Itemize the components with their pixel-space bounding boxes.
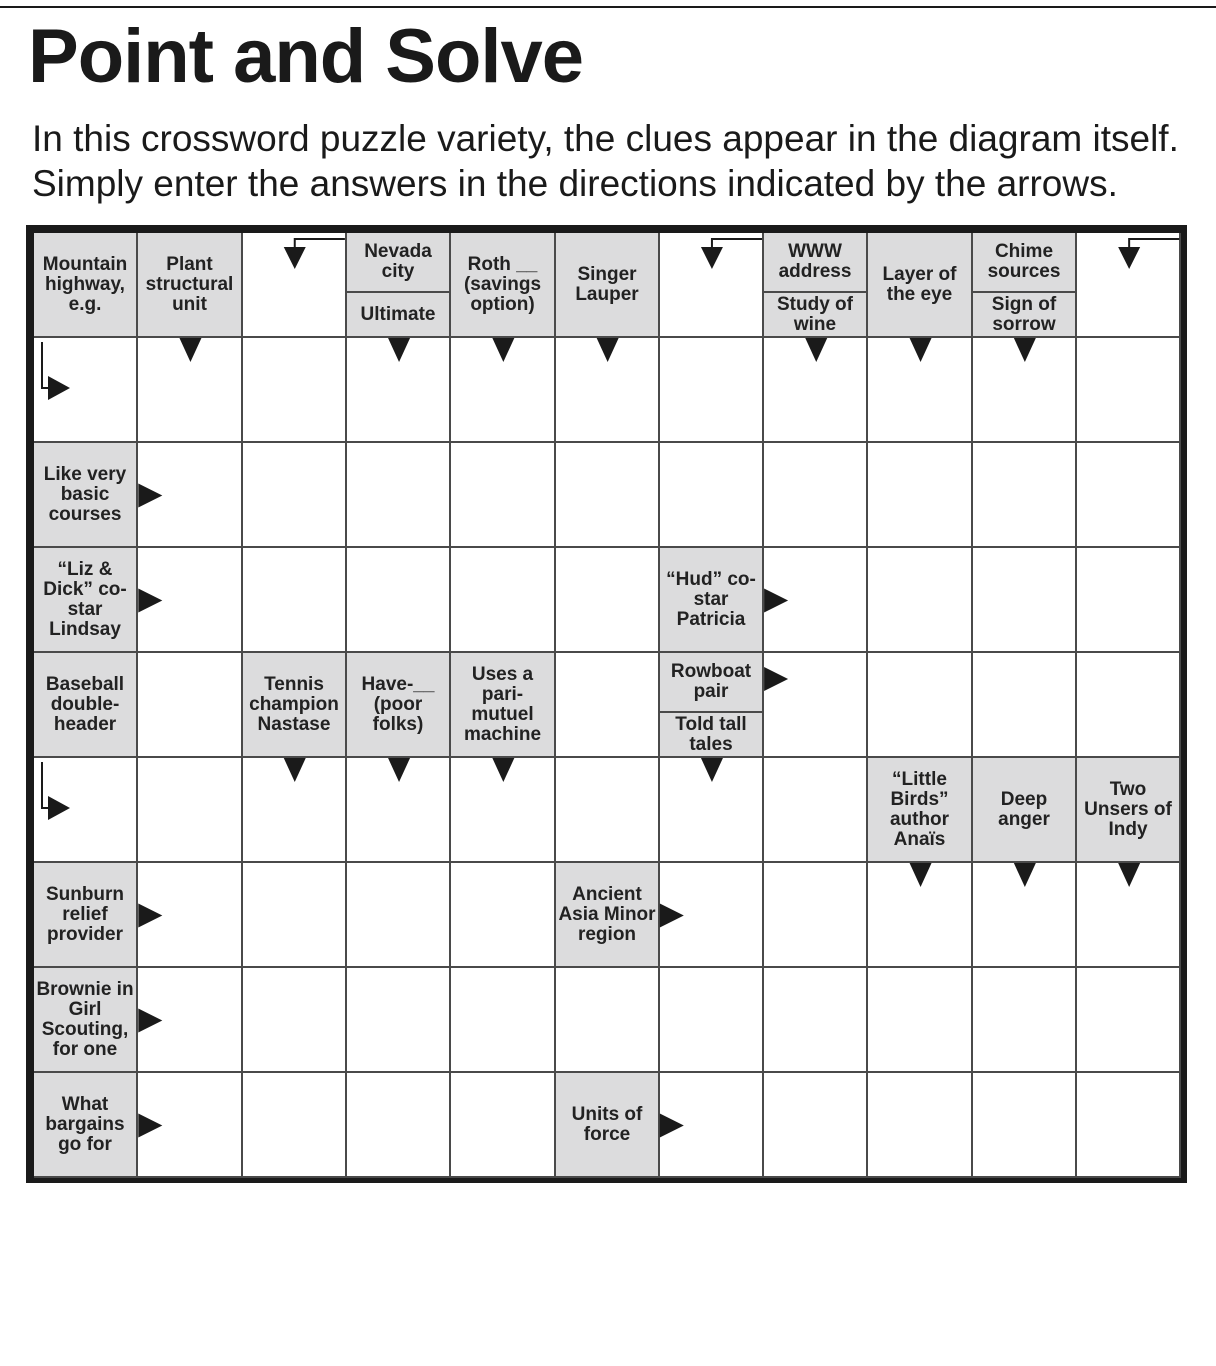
answer-cell[interactable] [138, 653, 243, 758]
clue-text: “Liz & Dick” co-star Lindsay [43, 558, 127, 640]
answer-cell[interactable] [1077, 968, 1181, 1073]
answer-cell[interactable] [556, 443, 660, 548]
answer-cell[interactable] [973, 653, 1077, 758]
answer-cell[interactable] [556, 338, 660, 443]
answer-cell[interactable] [973, 1073, 1077, 1178]
top-rule [0, 6, 1216, 8]
answer-cell[interactable] [660, 1073, 764, 1178]
clue-text: Layer of the eye [882, 263, 957, 305]
answer-cell[interactable] [243, 863, 347, 968]
answer-cell[interactable] [243, 443, 347, 548]
clue-text: Ancient Asia Minor region [558, 883, 656, 945]
answer-cell[interactable] [868, 338, 973, 443]
answer-cell[interactable] [34, 758, 138, 863]
split-clue-cell [660, 653, 764, 758]
answer-cell[interactable] [1077, 443, 1181, 548]
clue-text-bottom: Told tall tales [675, 713, 747, 755]
answer-cell[interactable] [868, 548, 973, 653]
clue-cell [34, 863, 138, 968]
answer-cell[interactable] [556, 548, 660, 653]
answer-cell[interactable] [868, 1073, 973, 1178]
clue-cell [973, 758, 1077, 863]
clue-text: Mountain highway, e.g. [42, 253, 128, 315]
clue-text: Like very basic courses [43, 463, 127, 525]
answer-cell[interactable] [1077, 1073, 1181, 1178]
answer-cell[interactable] [347, 338, 451, 443]
answer-cell[interactable] [451, 548, 556, 653]
answer-cell[interactable] [451, 968, 556, 1073]
answer-cell[interactable] [973, 968, 1077, 1073]
answer-cell[interactable] [243, 548, 347, 653]
crossword-grid [34, 233, 1181, 1178]
answer-cell[interactable] [138, 443, 243, 548]
clue-cell [556, 233, 660, 338]
clue-text-bottom: Ultimate [360, 303, 436, 325]
answer-cell[interactable] [556, 968, 660, 1073]
clue-cell [34, 233, 138, 338]
clue-text: Brownie in Girl Scouting, for one [36, 978, 134, 1060]
answer-cell[interactable] [973, 548, 1077, 653]
answer-cell[interactable] [243, 968, 347, 1073]
answer-cell[interactable] [868, 443, 973, 548]
clue-text-top: WWW address [764, 233, 866, 293]
answer-cell[interactable] [243, 338, 347, 443]
answer-cell[interactable] [764, 653, 868, 758]
answer-cell[interactable] [764, 443, 868, 548]
clue-cell [34, 653, 138, 758]
clue-cell [556, 863, 660, 968]
puzzle-title: Point and Solve [28, 14, 584, 99]
answer-cell[interactable] [34, 338, 138, 443]
clue-cell [660, 548, 764, 653]
answer-cell[interactable] [660, 758, 764, 863]
clue-text: “Hud” co-star Patricia [666, 568, 756, 630]
answer-cell[interactable] [1077, 548, 1181, 653]
answer-cell[interactable] [973, 863, 1077, 968]
clue-cell [868, 233, 973, 338]
answer-cell[interactable] [660, 443, 764, 548]
clue-text: Deep anger [998, 788, 1050, 830]
clue-cell [451, 233, 556, 338]
clue-text-top: Chime sources [973, 233, 1075, 293]
clue-text-top: Rowboat pair [660, 653, 762, 713]
clue-text: Singer Lauper [575, 263, 639, 305]
answer-cell[interactable] [1077, 233, 1181, 338]
answer-cell[interactable] [764, 1073, 868, 1178]
crossword-board [26, 225, 1187, 1183]
clue-text: Plant structural unit [145, 253, 234, 315]
clue-cell [1077, 758, 1181, 863]
clue-text-top: Nevada city [347, 233, 449, 293]
clue-text: Uses a pari-mutuel machine [463, 663, 542, 745]
clue-cell [451, 653, 556, 758]
answer-cell[interactable] [243, 758, 347, 863]
answer-cell[interactable] [347, 443, 451, 548]
answer-cell[interactable] [243, 1073, 347, 1178]
clue-cell [556, 1073, 660, 1178]
answer-cell[interactable] [868, 968, 973, 1073]
clue-cell [868, 758, 973, 863]
answer-cell[interactable] [1077, 338, 1181, 443]
answer-cell[interactable] [868, 653, 973, 758]
answer-cell[interactable] [451, 758, 556, 863]
answer-cell[interactable] [556, 758, 660, 863]
clue-text: Sunburn relief provider [45, 883, 125, 945]
answer-cell[interactable] [1077, 653, 1181, 758]
answer-cell[interactable] [764, 758, 868, 863]
clue-cell [34, 548, 138, 653]
answer-cell[interactable] [451, 338, 556, 443]
answer-cell[interactable] [138, 863, 243, 968]
clue-cell [34, 1073, 138, 1178]
answer-cell[interactable] [347, 758, 451, 863]
clue-cell [243, 653, 347, 758]
clue-text: Two Unsers of Indy [1084, 778, 1172, 840]
answer-cell[interactable] [764, 548, 868, 653]
answer-cell[interactable] [138, 1073, 243, 1178]
clue-text: Units of force [571, 1103, 643, 1145]
answer-cell[interactable] [347, 863, 451, 968]
clue-text: What bargains go for [45, 1093, 125, 1155]
answer-cell[interactable] [451, 863, 556, 968]
answer-cell[interactable] [764, 863, 868, 968]
answer-cell[interactable] [660, 863, 764, 968]
answer-cell[interactable] [660, 338, 764, 443]
answer-cell[interactable] [347, 548, 451, 653]
answer-cell[interactable] [243, 233, 347, 338]
answer-cell[interactable] [764, 968, 868, 1073]
split-clue-cell [973, 233, 1077, 338]
split-clue-cell [764, 233, 868, 338]
answer-cell[interactable] [660, 968, 764, 1073]
clue-cell [34, 968, 138, 1073]
clue-text: “Little Birds” author Anaïs [889, 768, 950, 850]
answer-cell[interactable] [347, 968, 451, 1073]
answer-cell[interactable] [868, 863, 973, 968]
clue-text: Baseball double-header [45, 673, 125, 735]
answer-cell[interactable] [451, 1073, 556, 1178]
answer-cell[interactable] [764, 338, 868, 443]
instructions [32, 116, 1202, 206]
answer-cell[interactable] [973, 443, 1077, 548]
answer-cell[interactable] [138, 548, 243, 653]
instructions-line-2: Simply enter the answers in the directions indicated by the arrows. [32, 163, 1118, 204]
answer-cell[interactable] [556, 653, 660, 758]
clue-cell [347, 653, 451, 758]
answer-cell[interactable] [660, 233, 764, 338]
answer-cell[interactable] [347, 1073, 451, 1178]
answer-cell[interactable] [138, 338, 243, 443]
answer-cell[interactable] [451, 443, 556, 548]
clue-text: Roth __ (savings option) [463, 253, 542, 315]
answer-cell[interactable] [973, 338, 1077, 443]
clue-cell [138, 233, 243, 338]
clue-text: Tennis champion Nastase [249, 673, 339, 735]
answer-cell[interactable] [138, 968, 243, 1073]
instructions-line-1: In this crossword puzzle variety, the clues appear in the diagram itself. [32, 118, 1179, 159]
clue-text: Have-__ (poor folks) [361, 673, 435, 735]
answer-cell[interactable] [1077, 863, 1181, 968]
clue-text-bottom: Study of wine [777, 293, 853, 335]
clue-cell [34, 443, 138, 548]
answer-cell[interactable] [138, 758, 243, 863]
clue-text-bottom: Sign of sorrow [991, 293, 1057, 335]
split-clue-cell [347, 233, 451, 338]
